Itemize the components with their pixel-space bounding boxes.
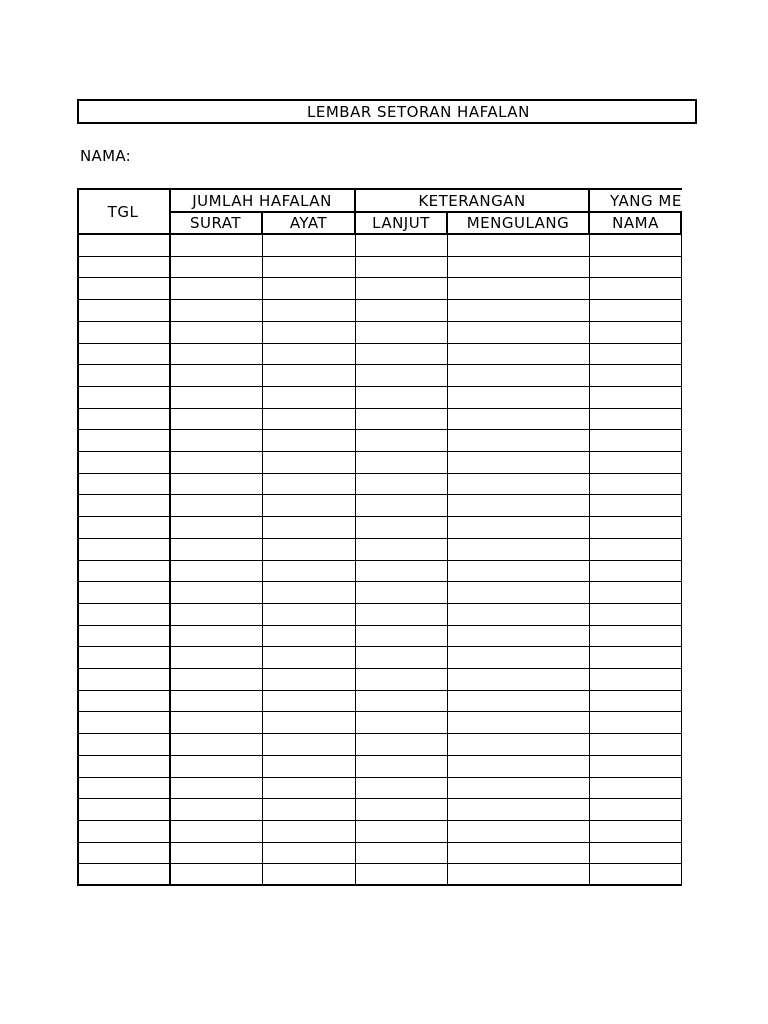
header-yang-me: YANG ME (610, 192, 682, 210)
table-row-line (77, 733, 682, 734)
table-row-line (77, 256, 682, 257)
table-row-line (77, 321, 682, 322)
table-row-line (77, 603, 682, 604)
table-row-line (77, 408, 682, 409)
table-row-line (77, 386, 682, 387)
col-line-after-nama-header (680, 212, 682, 234)
table-row-line (77, 581, 682, 582)
header-keterangan: KETERANGAN (418, 192, 526, 210)
col-line-ayat-header (261, 212, 263, 234)
header-ayat: AYAT (289, 214, 328, 232)
table-row-line (77, 798, 682, 799)
table-bottom-border (77, 884, 682, 886)
table-left-border (77, 188, 79, 886)
table-row-line (77, 364, 682, 365)
col-line-yang-header (588, 188, 590, 234)
table-row-line (77, 473, 682, 474)
table-row-line (77, 668, 682, 669)
col-line-after-nama (681, 234, 682, 885)
col-line-mengulang-header (446, 212, 448, 234)
header-jumlah-hafalan: JUMLAH HAFALAN (192, 192, 332, 210)
col-line-keterangan-header (354, 188, 356, 234)
col-line-ayat (262, 234, 263, 885)
table-top-border (77, 188, 682, 190)
name-label: NAMA: (80, 147, 131, 165)
table-row-line (77, 646, 682, 647)
table-row-line (77, 625, 682, 626)
table-row-line (77, 429, 682, 430)
table-row-line (77, 863, 682, 864)
col-line-tgl (169, 188, 171, 885)
table-row-line (77, 777, 682, 778)
header-bottom-border (77, 233, 682, 235)
table-row-line (77, 820, 682, 821)
table-row-line (77, 755, 682, 756)
header-mengulang: MENGULANG (466, 214, 570, 232)
table-row-line (77, 494, 682, 495)
header-tgl: TGL (107, 203, 139, 221)
header-nama: NAMA (612, 214, 659, 232)
col-line-mengulang (447, 234, 448, 885)
table-row-line (77, 299, 682, 300)
table-row-line (77, 711, 682, 712)
table-row-line (77, 538, 682, 539)
header-lanjut: LANJUT (372, 214, 430, 232)
col-line-nama (589, 234, 590, 885)
table-row-line (77, 842, 682, 843)
hafalan-table (77, 188, 682, 886)
header-mid-border (169, 211, 682, 213)
header-surat: SURAT (189, 214, 242, 232)
document-title: LEMBAR SETORAN HAFALAN (307, 103, 530, 121)
table-row-line (77, 560, 682, 561)
table-row-line (77, 343, 682, 344)
col-line-lanjut (355, 234, 356, 885)
table-row-line (77, 690, 682, 691)
table-row-line (77, 451, 682, 452)
table-row-line (77, 277, 682, 278)
table-row-line (77, 516, 682, 517)
